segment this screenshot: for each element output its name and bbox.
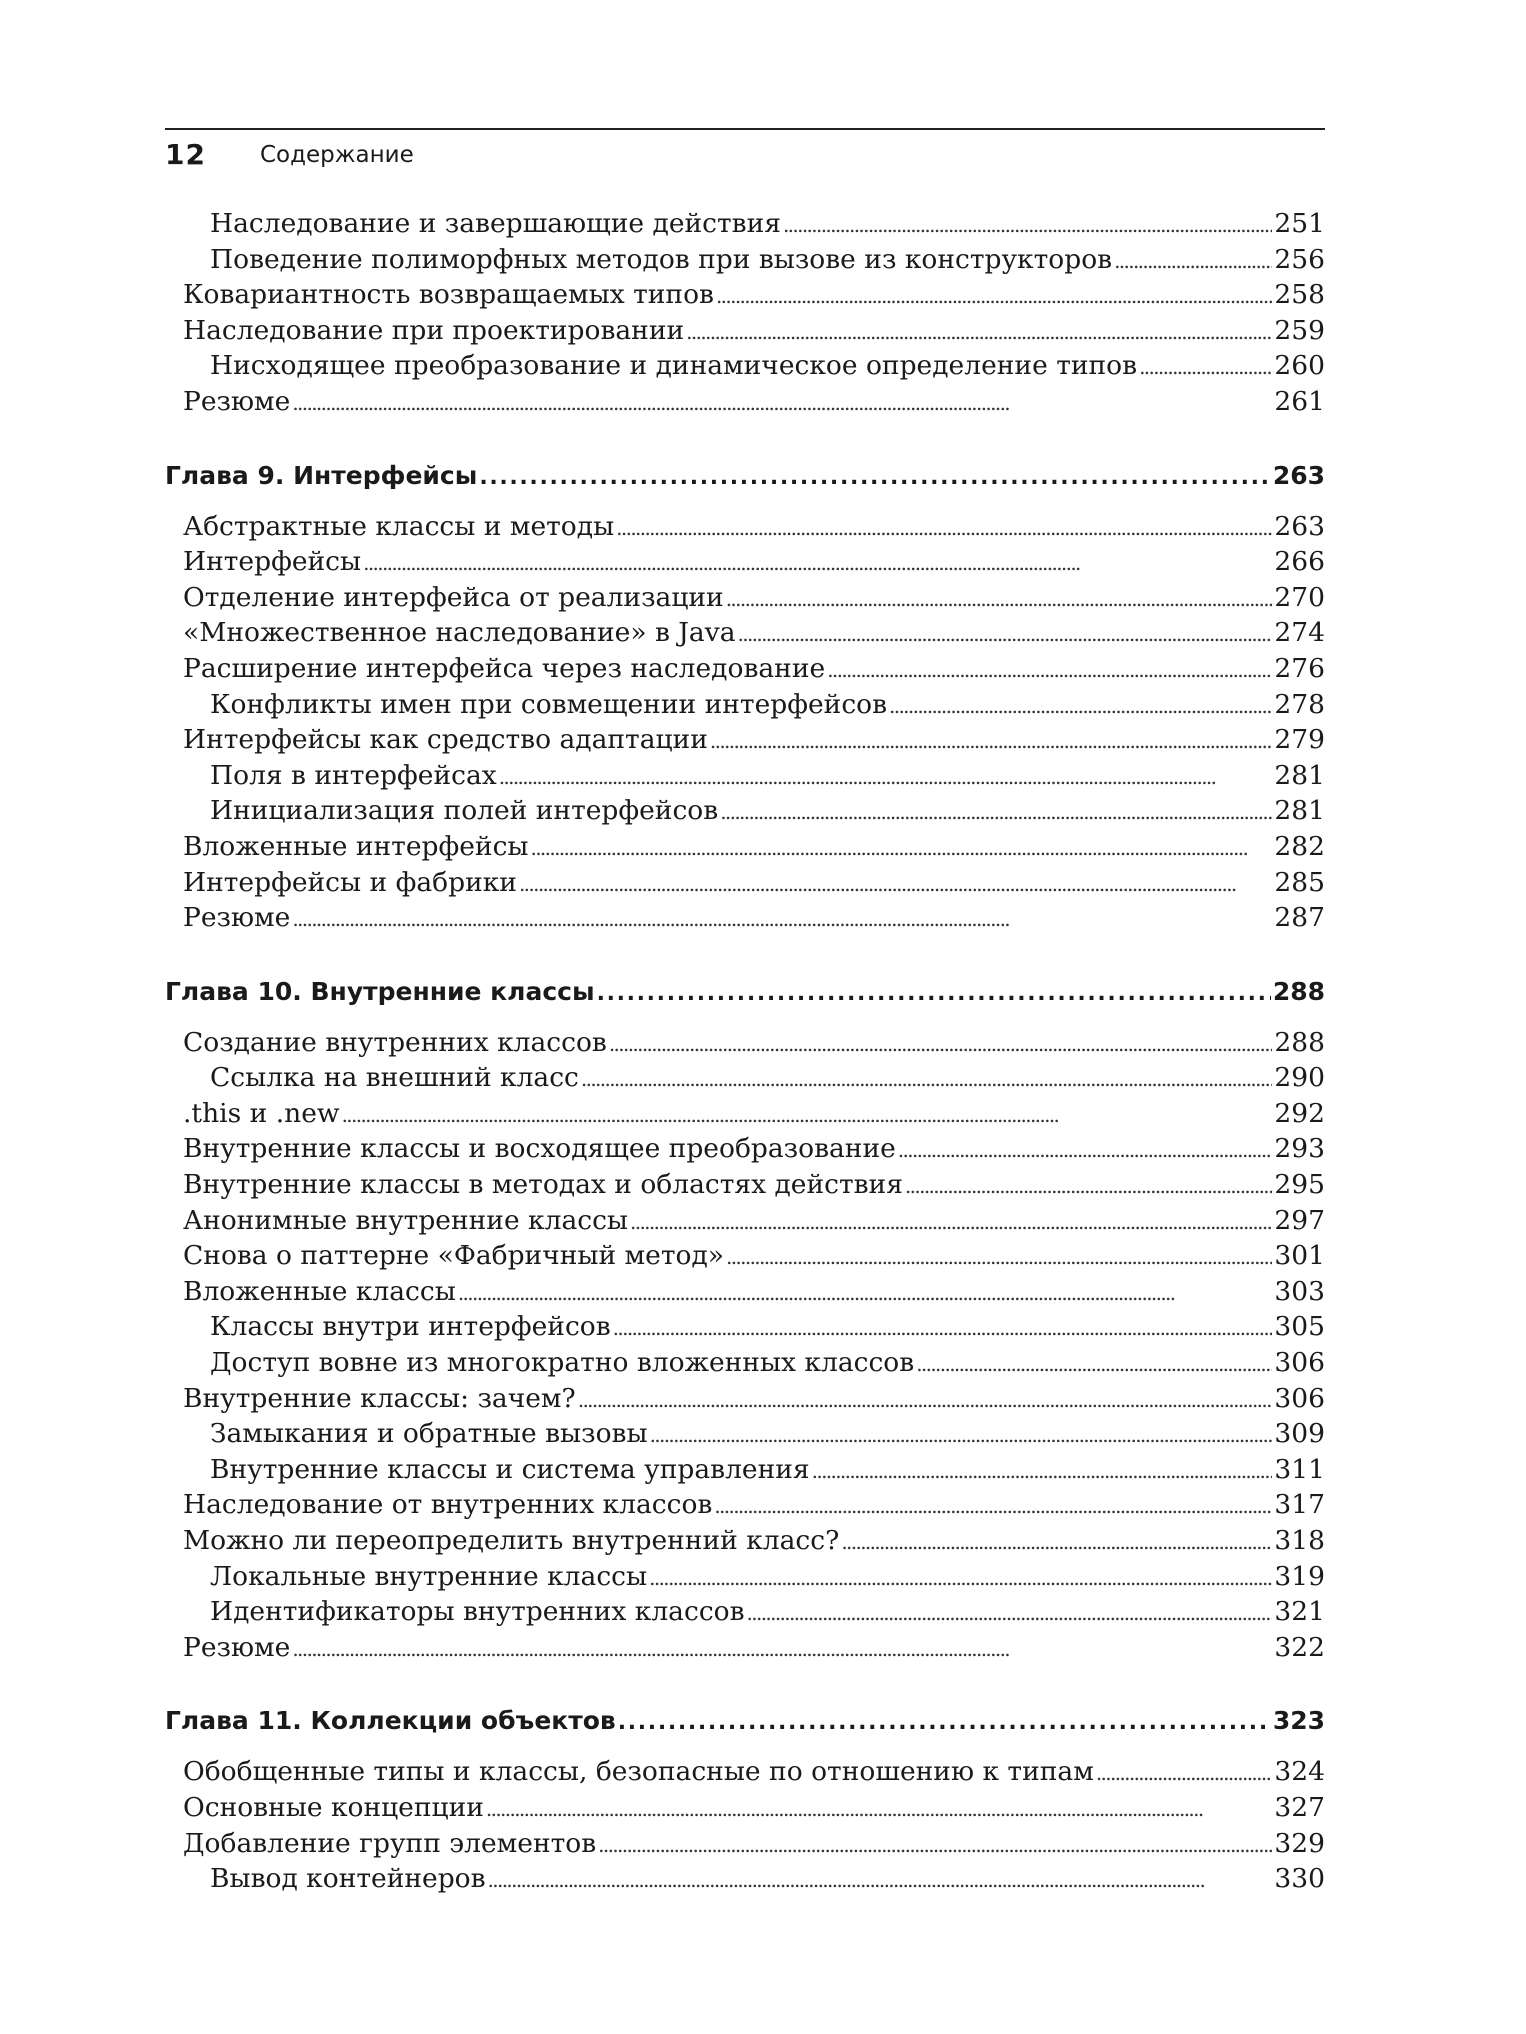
toc-page-number: 287	[1274, 902, 1325, 934]
dot-leader	[486, 1792, 1273, 1823]
toc-page-number: 258	[1274, 279, 1325, 311]
toc-entry	[165, 1133, 1325, 1169]
toc-entry-title: Локальные внутренние классы	[210, 1560, 648, 1592]
toc-entry-title: Внутренние классы в методах и областях действия	[183, 1169, 903, 1201]
dot-leader	[720, 795, 1272, 826]
toc-entry	[165, 1205, 1325, 1241]
dot-leader	[889, 689, 1272, 720]
dot-leader	[905, 1169, 1272, 1200]
toc-page-number: 309	[1274, 1418, 1325, 1450]
page-number: 12	[165, 138, 206, 171]
toc-entry	[165, 1632, 1325, 1668]
dot-leader	[616, 511, 1272, 542]
toc-chapter-heading	[165, 461, 1325, 497]
dot-leader	[1139, 350, 1272, 381]
page-header	[165, 128, 1325, 176]
toc-page-number: 260	[1274, 350, 1325, 382]
toc-entry-title: Создание внутренних классов	[183, 1026, 607, 1058]
toc-entry	[165, 724, 1325, 760]
toc-chapter-heading	[165, 977, 1325, 1013]
toc-page-number: 274	[1274, 617, 1325, 649]
toc-entry	[165, 1240, 1325, 1276]
toc-entry	[165, 279, 1325, 315]
toc-entry-title: Классы внутри интерфейсов	[210, 1311, 611, 1343]
toc-entry-title: Интерфейсы как средство адаптации	[183, 724, 708, 756]
toc-entry	[165, 1276, 1325, 1312]
dot-leader	[598, 1828, 1272, 1859]
toc-entry-title: Основные концепции	[183, 1791, 484, 1823]
toc-page-number: 324	[1274, 1756, 1325, 1788]
toc-page-number: 305	[1274, 1311, 1325, 1343]
toc-entry	[165, 1311, 1325, 1347]
dot-leader	[618, 1706, 1271, 1735]
toc-page-number: 293	[1274, 1133, 1325, 1165]
toc-entry	[165, 1489, 1325, 1525]
toc-entry	[165, 617, 1325, 653]
dot-leader	[488, 1863, 1273, 1894]
dot-leader	[499, 760, 1273, 791]
toc-entry-title: .this и .new	[183, 1097, 340, 1129]
toc-entry-title: Глава 11. Коллекции объектов	[165, 1706, 616, 1736]
toc-entry-title: Обобщенные типы и классы, безопасные по отношению к типам	[183, 1756, 1094, 1788]
dot-leader	[581, 1062, 1273, 1093]
dot-leader	[609, 1027, 1273, 1058]
toc-entry-title: Наследование при проектировании	[183, 314, 685, 346]
toc-entry-title: Поведение полиморфных методов при вызове из конструкторов	[210, 243, 1113, 275]
table-of-contents	[165, 208, 1325, 1899]
dot-leader	[479, 461, 1270, 490]
dot-leader	[747, 1596, 1273, 1627]
toc-entry	[165, 1596, 1325, 1632]
toc-entry-title: Поля в интерфейсах	[210, 759, 497, 791]
toc-entry	[165, 386, 1325, 422]
toc-entry	[165, 1756, 1325, 1792]
toc-page-number: 317	[1274, 1489, 1325, 1521]
toc-entry	[165, 1525, 1325, 1561]
toc-entry	[165, 653, 1325, 689]
dot-leader	[827, 653, 1272, 684]
toc-entry	[165, 760, 1325, 796]
toc-entry-title: Вывод контейнеров	[210, 1863, 486, 1895]
toc-entry-title: Вложенные интерфейсы	[183, 830, 529, 862]
toc-page-number: 319	[1274, 1560, 1325, 1592]
toc-chapter-heading	[165, 1706, 1325, 1742]
toc-page-number: 306	[1274, 1382, 1325, 1414]
dot-leader	[916, 1347, 1272, 1378]
toc-entry-title: Абстрактные классы и методы	[183, 510, 615, 542]
toc-entry	[165, 1098, 1325, 1134]
dot-leader	[841, 1525, 1272, 1556]
toc-page-number: 322	[1274, 1631, 1325, 1663]
toc-entry-title: Ссылка на внешний класс	[210, 1062, 579, 1094]
toc-entry	[165, 315, 1325, 351]
toc-page-number: 276	[1274, 652, 1325, 684]
toc-entry	[165, 831, 1325, 867]
dot-leader	[1096, 1756, 1273, 1787]
dot-leader	[650, 1418, 1273, 1449]
toc-entry-title: Внутренние классы: зачем?	[183, 1382, 576, 1414]
toc-page-number: 327	[1274, 1791, 1325, 1823]
toc-entry	[165, 795, 1325, 831]
toc-entry-title: Снова о паттерне «Фабричный метод»	[183, 1240, 724, 1272]
dot-leader	[710, 724, 1273, 755]
dot-leader	[738, 617, 1273, 648]
toc-page-number: 270	[1274, 581, 1325, 613]
toc-entry-title: Можно ли переопределить внутренний класс?	[183, 1525, 840, 1556]
toc-entry	[165, 511, 1325, 547]
toc-page-number: 282	[1274, 830, 1325, 862]
toc-entry-title: Анонимные внутренние классы	[183, 1204, 629, 1236]
dot-leader	[649, 1561, 1272, 1592]
toc-entry-title: «Множественное наследование» в Java	[183, 617, 736, 649]
toc-entry	[165, 1169, 1325, 1205]
toc-page-number: 311	[1274, 1453, 1325, 1485]
toc-entry-title: Конфликты имен при совмещении интерфейсов	[210, 688, 888, 720]
toc-page-number: 251	[1274, 208, 1325, 239]
dot-leader	[342, 1098, 1273, 1129]
toc-page-number: 297	[1274, 1204, 1325, 1236]
dot-leader	[458, 1276, 1273, 1307]
toc-entry	[165, 1863, 1325, 1899]
dot-leader	[363, 546, 1272, 577]
toc-page-number: 278	[1274, 688, 1325, 720]
dot-leader	[519, 867, 1272, 898]
toc-entry	[165, 244, 1325, 280]
dot-leader	[531, 831, 1273, 862]
toc-entry-title: Резюме	[183, 385, 291, 417]
dot-leader	[783, 208, 1272, 239]
dot-leader	[686, 315, 1272, 346]
dot-leader	[292, 902, 1272, 933]
toc-entry	[165, 582, 1325, 618]
toc-entry	[165, 1418, 1325, 1454]
dot-leader	[726, 582, 1273, 613]
toc-entry-title: Глава 9. Интерфейсы	[165, 460, 478, 490]
toc-page-number: 306	[1274, 1347, 1325, 1379]
toc-entry	[165, 1383, 1325, 1419]
toc-entry	[165, 350, 1325, 386]
dot-leader	[714, 1489, 1272, 1520]
toc-entry-title: Резюме	[183, 902, 291, 934]
toc-entry-title: Вложенные классы	[183, 1275, 456, 1307]
toc-entry	[165, 1828, 1325, 1864]
toc-entry	[165, 867, 1325, 903]
toc-entry-title: Наследование и завершающие действия	[210, 208, 781, 239]
toc-page-number: 330	[1274, 1863, 1325, 1895]
toc-entry-title: Нисходящее преобразование и динамическое определение типов	[210, 350, 1138, 382]
toc-entry	[165, 546, 1325, 582]
running-title: Содержание	[260, 142, 414, 168]
toc-page-number: 256	[1274, 243, 1325, 275]
toc-entry	[165, 689, 1325, 725]
dot-leader	[292, 386, 1272, 417]
toc-entry-title: Наследование от внутренних классов	[183, 1489, 713, 1521]
toc-page-number: 263	[1274, 510, 1325, 542]
toc-entry	[165, 1792, 1325, 1828]
dot-leader	[812, 1454, 1273, 1485]
dot-leader	[716, 279, 1272, 310]
toc-entry-title: Резюме	[183, 1631, 291, 1663]
toc-page-number: 295	[1274, 1169, 1325, 1201]
toc-page-number: 285	[1274, 866, 1325, 898]
toc-page-number: 281	[1274, 795, 1325, 827]
toc-page-number: 318	[1274, 1525, 1325, 1556]
toc-page-number: 288	[1274, 1026, 1325, 1058]
toc-page-number: 329	[1274, 1827, 1325, 1859]
dot-leader	[898, 1133, 1273, 1164]
toc-entry	[165, 1062, 1325, 1098]
dot-leader	[630, 1205, 1272, 1236]
dot-leader	[613, 1311, 1273, 1342]
dot-leader	[726, 1240, 1272, 1271]
toc-page-number: 301	[1274, 1240, 1325, 1272]
toc-entry-title: Инициализация полей интерфейсов	[210, 795, 719, 827]
toc-entry-title: Внутренние классы и система управления	[210, 1453, 810, 1485]
toc-entry	[165, 1454, 1325, 1490]
toc-page-number: 266	[1274, 546, 1325, 578]
toc-entry	[165, 1347, 1325, 1383]
toc-page-number: 263	[1272, 460, 1325, 490]
toc-page-number: 288	[1272, 976, 1325, 1006]
toc-page-number: 321	[1274, 1596, 1325, 1628]
dot-leader	[578, 1383, 1273, 1414]
toc-entry-title: Внутренние классы и восходящее преобразование	[183, 1133, 896, 1165]
toc-entry-title: Расширение интерфейса через наследование	[183, 652, 826, 684]
dot-leader	[1114, 244, 1272, 275]
toc-page-number: 279	[1274, 724, 1325, 756]
toc-page-number: 259	[1274, 314, 1325, 346]
toc-entry	[165, 208, 1325, 244]
toc-page-number: 290	[1274, 1062, 1325, 1094]
toc-entry-title: Идентификаторы внутренних классов	[210, 1596, 745, 1628]
toc-page-number: 303	[1274, 1275, 1325, 1307]
dot-leader	[597, 977, 1271, 1006]
toc-entry	[165, 1027, 1325, 1063]
toc-entry	[165, 1561, 1325, 1597]
toc-entry-title: Замыкания и обратные вызовы	[210, 1418, 648, 1450]
toc-page-number: 261	[1274, 385, 1325, 417]
toc-entry	[165, 902, 1325, 938]
toc-entry-title: Интерфейсы и фабрики	[183, 866, 517, 898]
toc-entry-title: Добавление групп элементов	[183, 1827, 597, 1859]
toc-page-number: 292	[1274, 1097, 1325, 1129]
toc-entry-title: Глава 10. Внутренние классы	[165, 976, 595, 1006]
toc-page-number: 323	[1272, 1706, 1325, 1736]
toc-entry-title: Ковариантность возвращаемых типов	[183, 279, 714, 311]
toc-entry-title: Интерфейсы	[183, 546, 362, 578]
toc-page-number: 281	[1274, 759, 1325, 791]
dot-leader	[292, 1632, 1272, 1663]
toc-entry-title: Отделение интерфейса от реализации	[183, 581, 724, 613]
toc-entry-title: Доступ вовне из многократно вложенных классов	[210, 1347, 915, 1379]
